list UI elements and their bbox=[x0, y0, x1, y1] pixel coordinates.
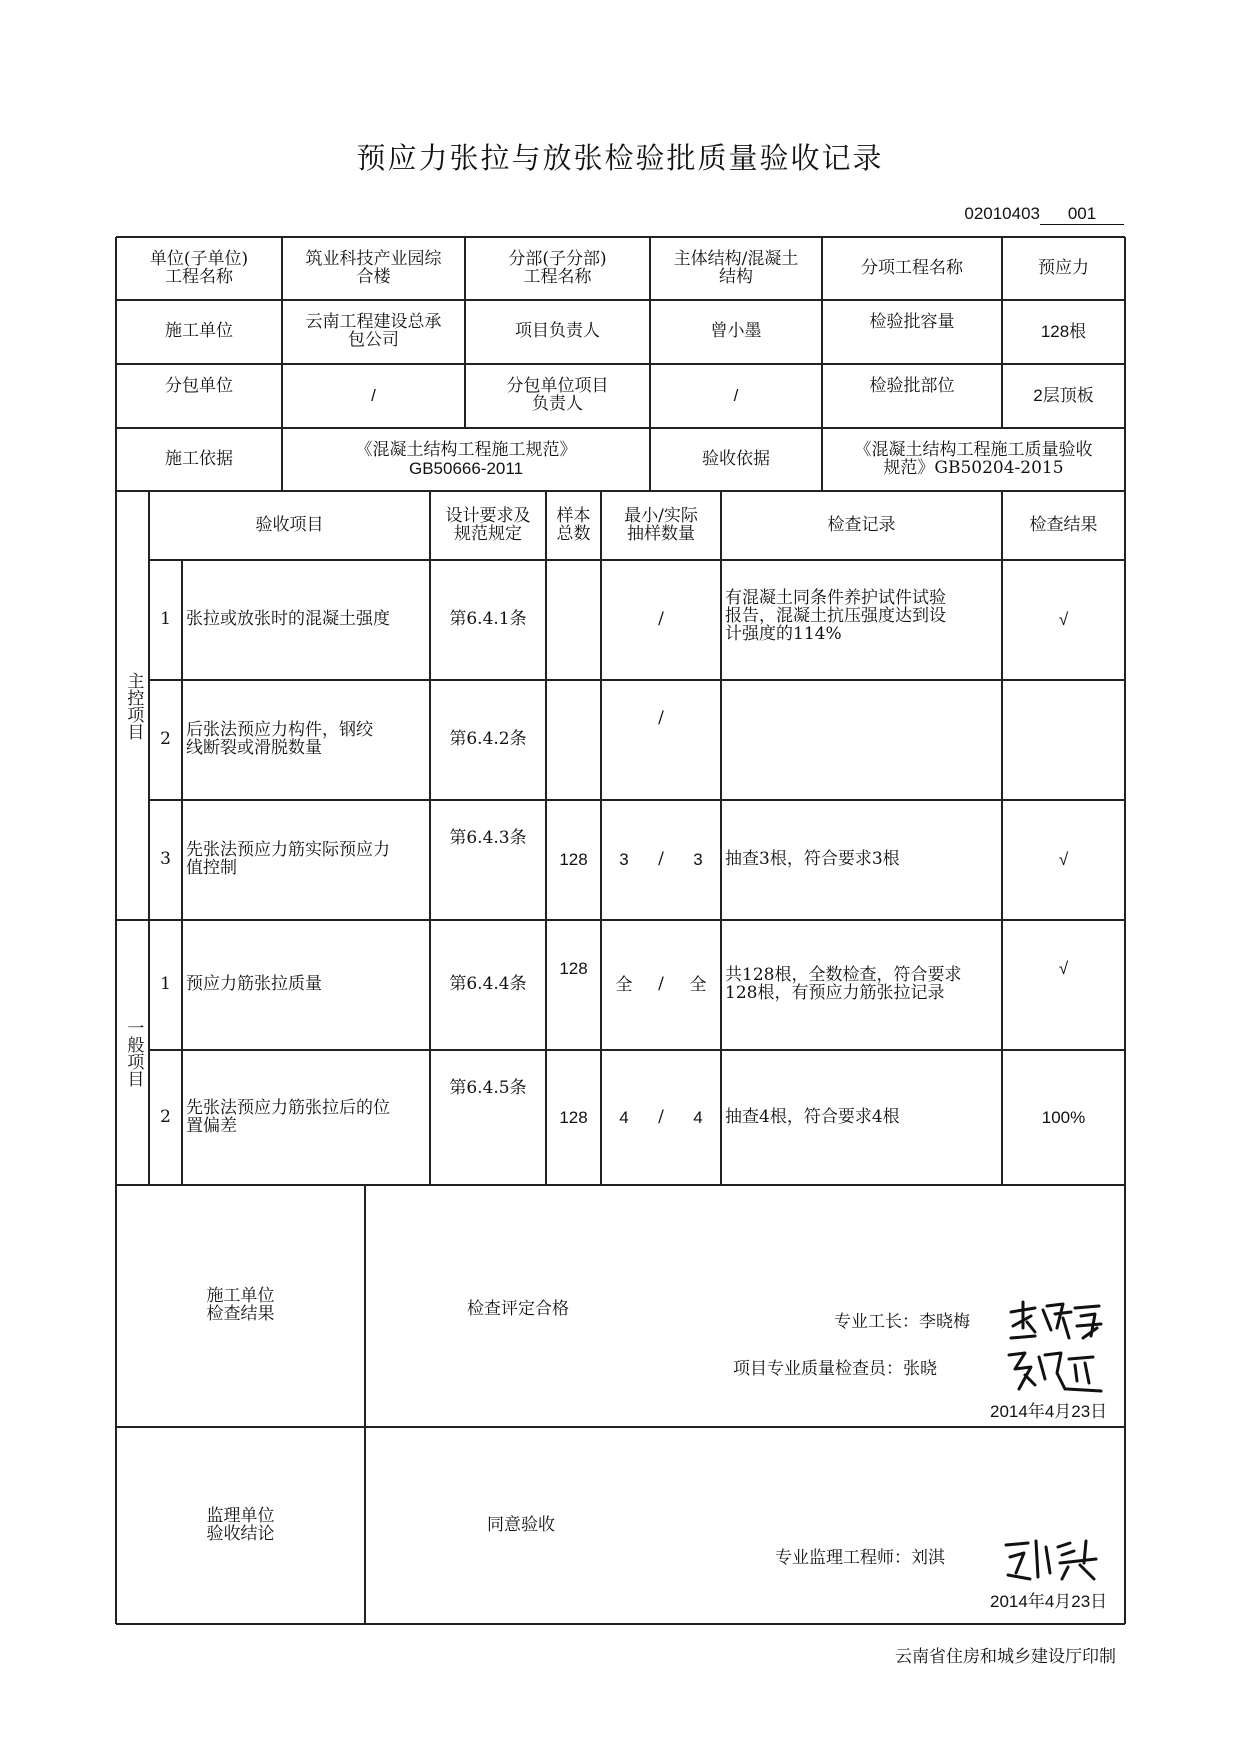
check-result bbox=[1002, 680, 1125, 800]
actual-sample: 全 bbox=[689, 975, 707, 995]
sample-total bbox=[546, 560, 601, 680]
sample-total: 128 bbox=[559, 1107, 588, 1127]
contractor-value: 云南工程建设总承 包公司 bbox=[305, 312, 442, 350]
basis-value bbox=[282, 428, 650, 491]
location-label: 检验批部位 bbox=[869, 376, 955, 396]
check-result: √ bbox=[1058, 850, 1069, 870]
engineer-signature bbox=[1000, 1533, 1105, 1583]
actual-sample bbox=[675, 560, 721, 680]
check-result: √ bbox=[1058, 959, 1069, 978]
actual-sample: 3 bbox=[693, 850, 703, 870]
check-record: 有混凝土同条件养护试件试验 报告，混凝土抗压强度达到设 计强度的114% bbox=[725, 588, 946, 644]
check-result: √ bbox=[1058, 610, 1069, 630]
basis-label: 施工依据 bbox=[165, 448, 233, 469]
capacity-value: 128根 bbox=[1040, 322, 1087, 342]
sub-pm-value: / bbox=[733, 386, 739, 406]
subcontractor-value: / bbox=[371, 386, 376, 406]
item-name: 预应力筋张拉质量 bbox=[186, 974, 322, 995]
foreman-signature bbox=[1005, 1298, 1103, 1346]
slash: / bbox=[658, 609, 664, 630]
item-number: 1 bbox=[160, 609, 171, 630]
contractor-date: 2014年4月23日 bbox=[990, 1402, 1108, 1421]
col-sample-header: 样本 总数 bbox=[556, 505, 591, 544]
check-result: 100% bbox=[1041, 1107, 1086, 1127]
col-min-actual-header: 最小/实际 抽样数量 bbox=[624, 505, 698, 544]
actual-sample: 4 bbox=[693, 1107, 703, 1127]
item-number: 2 bbox=[160, 729, 171, 750]
basis-value-code: GB50666-2011 bbox=[408, 458, 524, 478]
footer-publisher: 云南省住房和城乡建设厅印制 bbox=[895, 1647, 1116, 1667]
sample-total bbox=[546, 680, 601, 800]
design-requirement: 第6.4.4条 bbox=[449, 974, 527, 995]
min-sample bbox=[601, 680, 647, 800]
col-item-header: 验收项目 bbox=[255, 514, 324, 535]
min-sample: 全 bbox=[615, 975, 633, 995]
check-record: 共128根，全数检查，符合要求 128根，有预应力筋张拉记录 bbox=[725, 965, 962, 1003]
foreman-label: 专业工长：李晓梅 bbox=[834, 1312, 970, 1332]
actual-sample bbox=[675, 680, 721, 800]
item-name: 先张法预应力筋实际预应力 值控制 bbox=[186, 840, 390, 878]
supervisor-check-label: 监理单位 验收结论 bbox=[206, 1505, 275, 1544]
item-name: 后张法预应力构件，钢绞 线断裂或滑脱数量 bbox=[186, 720, 373, 758]
design-requirement: 第6.4.2条 bbox=[449, 729, 527, 750]
col-result-header: 检查结果 bbox=[1029, 514, 1098, 535]
item-name: 张拉或放张时的混凝土强度 bbox=[186, 609, 390, 630]
check-record: 抽查3根，符合要求3根 bbox=[725, 849, 900, 870]
subcontractor-label: 分包单位 bbox=[165, 376, 233, 396]
contractor-label: 施工单位 bbox=[165, 321, 233, 342]
engineer-label: 专业监理工程师：刘淇 bbox=[775, 1548, 945, 1568]
main-control-label: 主控项目 bbox=[123, 671, 144, 740]
supervisor-conclusion: 同意验收 bbox=[487, 1515, 555, 1535]
slash: / bbox=[658, 708, 664, 728]
min-sample: 3 bbox=[619, 850, 629, 870]
col-record-header: 检查记录 bbox=[827, 514, 896, 535]
pm-value: 曾小墨 bbox=[710, 321, 762, 342]
slash: / bbox=[658, 1106, 664, 1127]
item-number: 2 bbox=[160, 1106, 171, 1127]
sub-pm-label: 分包单位项目 负责人 bbox=[506, 376, 609, 414]
min-sample: 4 bbox=[619, 1107, 629, 1127]
item-number: 1 bbox=[160, 974, 171, 995]
slash: / bbox=[658, 974, 664, 995]
general-items-label: 一般项目 bbox=[123, 1018, 144, 1087]
location-value: 2层顶板 bbox=[1033, 386, 1094, 406]
supervisor-date: 2014年4月23日 bbox=[990, 1592, 1108, 1611]
division-label: 分部(子分部) 工程名称 bbox=[508, 248, 607, 287]
item-number: 3 bbox=[160, 849, 171, 870]
col-design-header: 设计要求及 规范规定 bbox=[445, 505, 531, 544]
item-name: 先张法预应力筋张拉后的位 置偏差 bbox=[186, 1097, 390, 1136]
form-code: 02010403 bbox=[964, 204, 1040, 223]
design-requirement: 第6.4.5条 bbox=[449, 1078, 527, 1098]
inspector-signature bbox=[1005, 1345, 1103, 1395]
design-requirement: 第6.4.1条 bbox=[449, 609, 527, 630]
check-record bbox=[721, 680, 1002, 800]
page-title: 预应力张拉与放张检验批质量验收记录 bbox=[356, 141, 884, 175]
inspector-label: 项目专业质量检查员：张晓 bbox=[733, 1359, 937, 1379]
min-sample bbox=[601, 560, 647, 680]
form-number: 001 bbox=[1040, 204, 1124, 225]
unit-value: 筑业科技产业园综 合楼 bbox=[305, 248, 442, 287]
sample-total: 128 bbox=[559, 850, 588, 870]
check-record: 抽查4根，符合要求4根 bbox=[725, 1106, 900, 1127]
slash: / bbox=[658, 849, 664, 870]
subitem-label: 分项工程名称 bbox=[861, 257, 963, 278]
contractor-check-label: 施工单位 检查结果 bbox=[206, 1286, 275, 1324]
accept-basis-label: 验收依据 bbox=[702, 448, 770, 469]
division-value: 主体结构/混凝土 结构 bbox=[673, 248, 799, 287]
accept-basis-value: 《混凝土结构工程施工质量验收 规范》GB50204-2015 bbox=[854, 439, 1093, 478]
basis-value-title: 《混凝土结构工程施工规范》 bbox=[355, 439, 577, 460]
subitem-value: 预应力 bbox=[1038, 257, 1089, 278]
sample-total: 128 bbox=[559, 959, 588, 978]
unit-label: 单位(子单位) 工程名称 bbox=[149, 248, 249, 287]
pm-label: 项目负责人 bbox=[515, 321, 600, 342]
capacity-label: 检验批容量 bbox=[869, 312, 955, 332]
design-requirement: 第6.4.3条 bbox=[449, 828, 527, 848]
contractor-conclusion: 检查评定合格 bbox=[467, 1299, 569, 1319]
